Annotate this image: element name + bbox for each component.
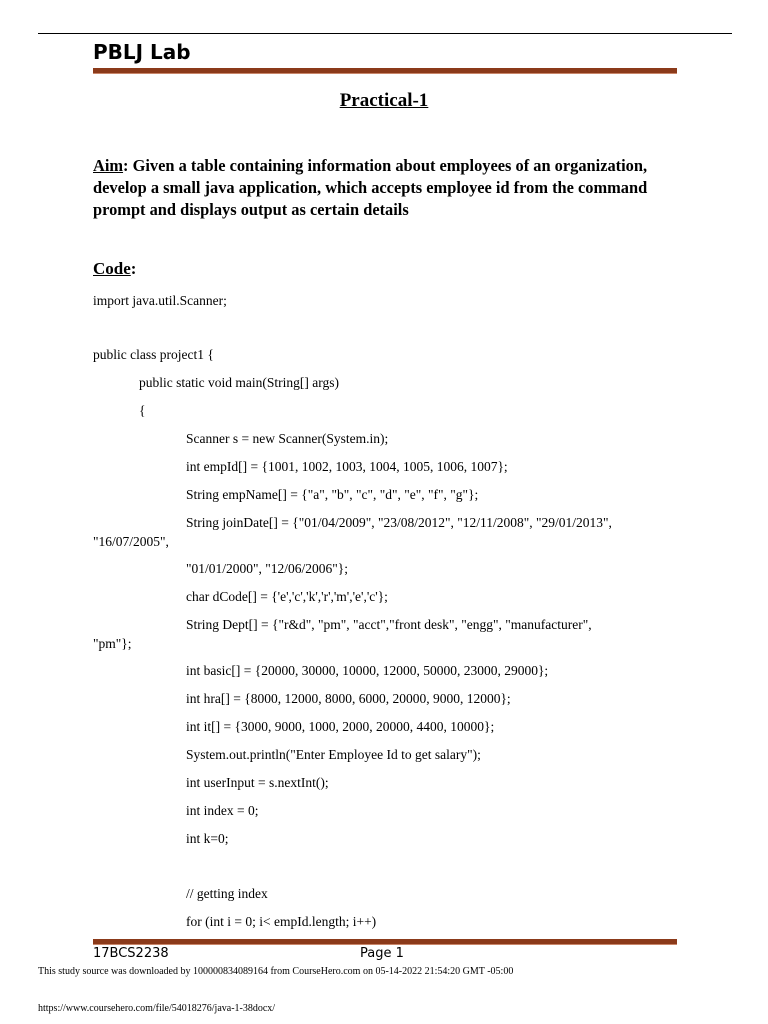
- code-line: int k=0;: [186, 831, 229, 846]
- code-line: int it[] = {3000, 9000, 1000, 2000, 20000, 4400, 10000};: [186, 719, 495, 734]
- code-label: Code: [93, 259, 131, 278]
- source-url[interactable]: https://www.coursehero.com/file/54018276/java-1-38docx/: [38, 1003, 276, 1014]
- code-line: int index = 0;: [186, 803, 259, 818]
- code-line: int basic[] = {20000, 30000, 10000, 12000, 50000, 23000, 29000};: [186, 663, 549, 678]
- header-divider: [93, 68, 677, 74]
- code-line: String joinDate[] = {"01/04/2009", "23/08/2012", "12/11/2008", "29/01/2013",: [186, 515, 612, 530]
- code-line: "01/01/2000", "12/06/2006"};: [186, 561, 349, 576]
- code-line: int empId[] = {1001, 1002, 1003, 1004, 1005, 1006, 1007};: [186, 459, 508, 474]
- document-title: Practical-1: [339, 90, 429, 111]
- code-line: import java.util.Scanner;: [93, 293, 227, 308]
- footer-divider: [93, 939, 677, 945]
- code-line: for (int i = 0; i< empId.length; i++): [186, 914, 377, 929]
- code-line: String empName[] = {"a", "b", "c", "d", "e", "f", "g"};: [186, 487, 479, 502]
- code-line: "pm"};: [93, 636, 132, 651]
- code-line: String Dept[] = {"r&d", "pm", "acct","front desk", "engg", "manufacturer",: [186, 617, 592, 632]
- top-rule: [38, 33, 732, 34]
- code-line: int hra[] = {8000, 12000, 8000, 6000, 20000, 9000, 12000};: [186, 691, 511, 706]
- code-line: // getting index: [186, 886, 268, 901]
- code-line: System.out.println("Enter Employee Id to get salary");: [186, 747, 481, 762]
- code-heading: [93, 259, 136, 279]
- code-line: char dCode[] = {'e','c','k','r','m','e','c'};: [186, 589, 388, 604]
- code-colon: :: [130, 259, 137, 278]
- code-line: int userInput = s.nextInt();: [186, 775, 329, 790]
- header-title: PBLJ Lab: [93, 40, 191, 64]
- code-line: public class project1 {: [93, 347, 214, 362]
- aim-label: Aim: [93, 156, 124, 175]
- code-line: {: [139, 403, 146, 418]
- download-note: This study source was downloaded by 100000834089164 from CourseHero.com on 05-14-2022 21:54:20 GMT -05:00: [38, 966, 514, 977]
- code-line: Scanner s = new Scanner(System.in);: [186, 431, 389, 446]
- aim-paragraph: [93, 155, 683, 221]
- code-line: "16/07/2005",: [93, 534, 169, 549]
- roll-number: 17BCS2238: [93, 946, 169, 961]
- page-number: Page 1: [360, 946, 404, 961]
- code-line: public static void main(String[] args): [139, 375, 339, 390]
- aim-text: : Given a table containing information about employees of an organization, develop a small java application, which accepts employee id from the command prompt and displays output as certain details: [93, 156, 648, 219]
